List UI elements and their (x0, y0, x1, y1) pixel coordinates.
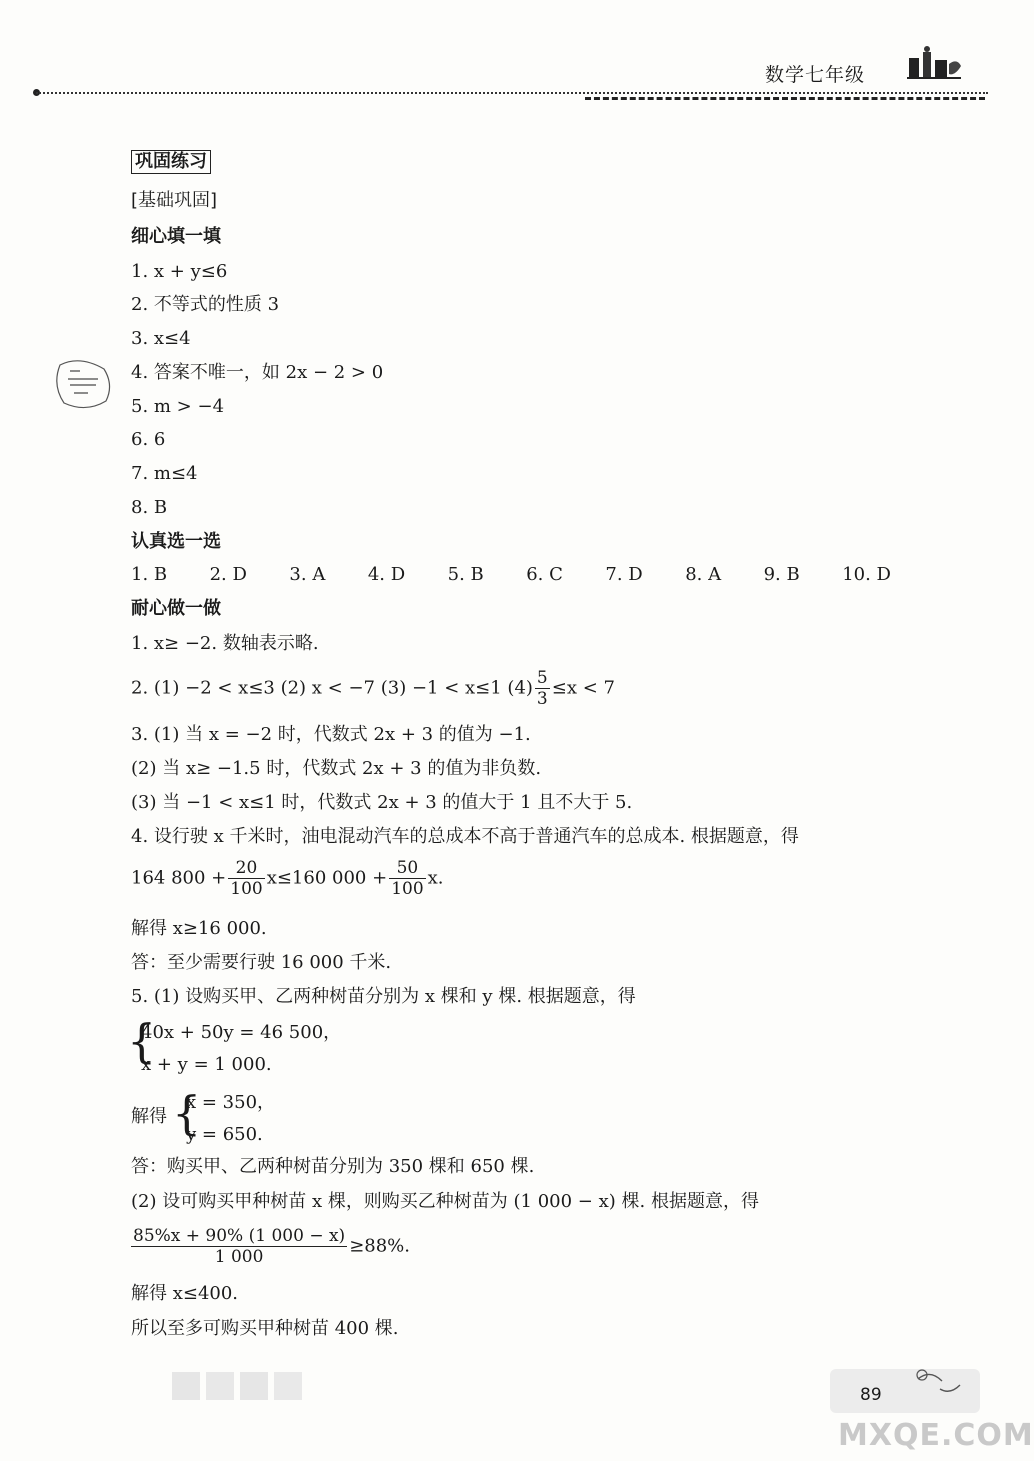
fill-answer-1: 1. x + y≤6 (131, 261, 228, 282)
problem-5-part2-inequality: $\frac{85\%x + 90\% (1 000 - x)}{1 000}$ ≥88%. (133, 1226, 410, 1267)
do-heading: 耐心做一做 (131, 598, 221, 619)
choice-answer: 1. B (131, 564, 168, 585)
problem-3-1: 3. (1) 当 x = −2 时，代数式 2x + 3 的值为 −1. (131, 724, 531, 745)
fraction: $\frac{20}{100}$ (230, 858, 263, 899)
problem-5-part2-answer: 所以至多可购买甲种树苗 400 棵. (131, 1318, 399, 1339)
problem-4-intro: 4. 设行驶 x 千米时，油电混动汽车的总成本不高于普通汽车的总成本. 根据题意，得 (131, 826, 799, 847)
problem-2: 2. (1) −2 < x≤3 (2) x < −7 (3) −1 < x≤1 (4) $\frac{5}{3}$ ≤x < 7 (131, 668, 615, 709)
fraction: $\frac{85\%x + 90\% (1 000 - x)}{1 000}$ (133, 1226, 346, 1267)
problem-3-2: (2) 当 x≥ −1.5 时，代数式 2x + 3 的值为非负数. (131, 758, 542, 779)
fill-answer-8: 8. B (131, 497, 168, 518)
fill-heading: 细心填一填 (131, 226, 221, 247)
fraction: $\frac{50}{100}$ (391, 858, 424, 899)
fill-answer-5: 5. m > −4 (131, 396, 225, 417)
problem-3-3: (3) 当 −1 < x≤1 时，代数式 2x + 3 的值大于 1 且不大于 5. (131, 792, 633, 813)
choice-answer: 3. A (289, 564, 326, 585)
problem-4-equation: 164 800 + $\frac{20}{100}$ x≤160 000 + $\frac{50}{100}$ x. (131, 858, 444, 899)
choice-answer: 5. B (447, 564, 484, 585)
problem-5-answer: 答：购买甲、乙两种树苗分别为 350 棵和 650 棵. (131, 1156, 535, 1177)
fraction: $\frac{5}{3}$ (536, 668, 548, 709)
header-rule-accent (585, 97, 985, 100)
solution-y: y = 650. (186, 1124, 263, 1145)
fill-answer-3: 3. x≤4 (131, 328, 191, 349)
solution-brace: { (172, 1086, 202, 1140)
choice-answer: 6. C (526, 564, 563, 585)
system-brace: { (127, 1014, 157, 1068)
choose-heading: 认真选一选 (131, 531, 221, 552)
system-eq-2: x + y = 1 000. (141, 1054, 272, 1075)
problem-5-part2-intro: (2) 设可购买甲种树苗 x 棵，则购买乙种树苗为 (1 000 − x) 棵. 根据题意，得 (131, 1191, 759, 1212)
problem-1: 1. x≥ −2. 数轴表示略. (131, 633, 319, 654)
fill-answer-6: 6. 6 (131, 429, 166, 450)
system-eq-1: 40x + 50y = 46 500， (141, 1022, 342, 1043)
choice-answer: 4. D (367, 564, 406, 585)
problem-4-solve: 解得 x≥16 000. (131, 918, 267, 939)
choice-answer: 7. D (605, 564, 643, 585)
solve-label: 解得 (131, 1106, 167, 1127)
book-logo-icon (905, 44, 963, 82)
bleed-through-mark (170, 1368, 310, 1404)
choice-answer: 10. D (842, 564, 891, 585)
page-number: 89 (860, 1385, 882, 1405)
fill-answer-2: 2. 不等式的性质 3 (131, 294, 280, 315)
header-rule (36, 92, 988, 94)
stamp-mark-icon (52, 355, 114, 411)
section-box: 巩固练习 (131, 150, 211, 174)
watermark-text: MXQE.COM (838, 1418, 1034, 1453)
fill-answer-4: 4. 答案不唯一，如 2x − 2 > 0 (131, 362, 384, 383)
problem-5-intro: 5. (1) 设购买甲、乙两种树苗分别为 x 棵和 y 棵. 根据题意，得 (131, 986, 636, 1007)
choice-answer: 2. D (209, 564, 247, 585)
problem-4-answer: 答：至少需要行驶 16 000 千米. (131, 952, 392, 973)
book-title: 数学七年级 (765, 64, 866, 86)
choice-answers (131, 564, 891, 585)
problem-5-part2-solve: 解得 x≤400. (131, 1283, 239, 1304)
fill-answer-7: 7. m≤4 (131, 463, 198, 484)
solution-x: x = 350， (186, 1092, 276, 1113)
choice-answer: 9. B (763, 564, 800, 585)
sub-heading: [基础巩固] (131, 190, 218, 211)
choice-answer: 8. A (685, 564, 722, 585)
